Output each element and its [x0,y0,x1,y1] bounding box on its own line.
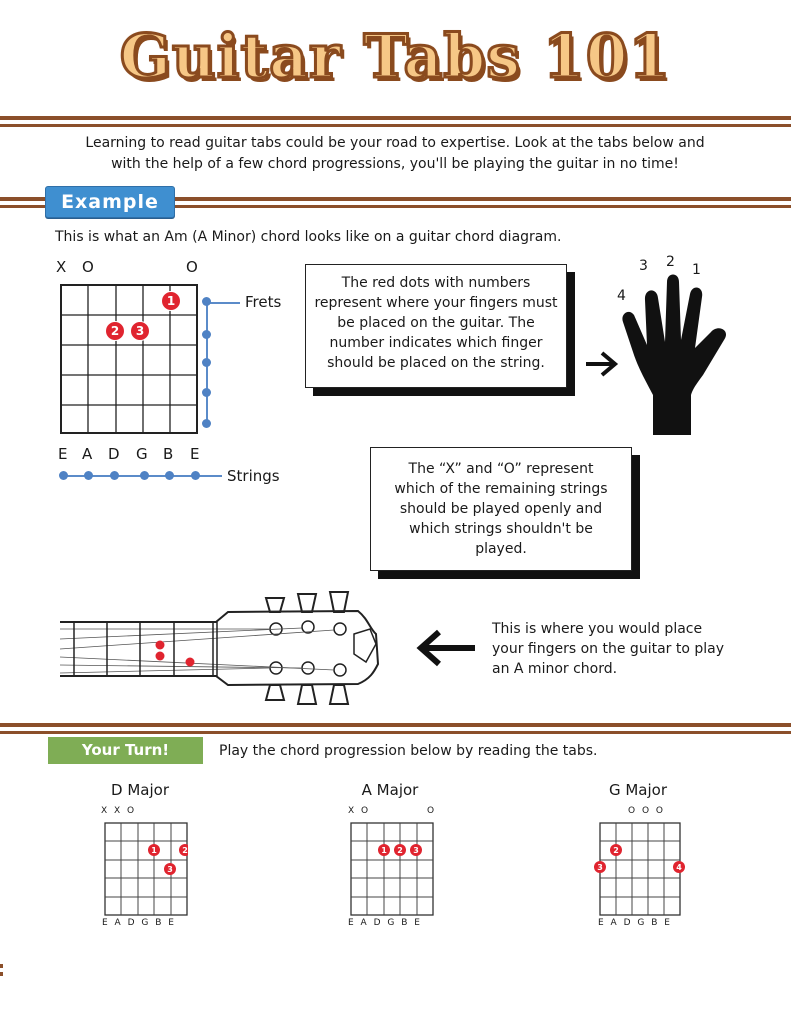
frets-label: Frets [245,293,282,311]
string-markers: X O [348,806,371,816]
callout-red-dots: The red dots with numbers represent where your fingers must be placed on the guitar. The number indicates which finger should be placed on the string. [305,264,567,388]
page-title: Guitar Tabs 101 [119,22,672,92]
your-turn-badge: Your Turn! [48,737,203,764]
divider [0,731,791,734]
string-marker-o: O [82,258,94,276]
svg-text:2: 2 [182,846,188,855]
string-label: D [108,445,120,463]
divider [0,124,791,127]
svg-text:4: 4 [676,863,682,872]
string-names: E A D G B E [598,918,672,928]
svg-text:1: 1 [381,846,387,855]
chord-name: D Major [111,781,169,799]
example-badge: Example [45,186,175,218]
string-dot [59,471,68,480]
string-dot [84,471,93,480]
fret-dot [202,358,211,367]
string-dot [191,471,200,480]
string-label: E [190,445,200,463]
fret-dot [202,330,211,339]
svg-text:2: 2 [397,846,403,855]
string-dot [165,471,174,480]
example-description: This is what an Am (A Minor) chord looks like on a guitar chord diagram. [55,229,562,245]
svg-text:3: 3 [413,846,419,855]
finger-number-4: 4 [617,288,626,304]
chord-grid [104,822,188,916]
frets-guide-line [206,302,240,304]
hand-icon [615,270,735,435]
intro-text: Learning to read guitar tabs could be your road to expertise. Look at the tabs below and with the help of a few chord progressions, you'll be playing the guitar in no time! [85,135,705,172]
string-dot [110,471,119,480]
svg-text:3: 3 [597,863,603,872]
divider [0,723,791,727]
fret-dot [202,419,211,428]
chord-grid [350,822,434,916]
finger-number-3: 3 [639,258,648,274]
string-markers: X X O [101,806,137,816]
edge-mark [0,964,3,968]
string-label: B [163,445,174,463]
guitar-neck-illustration [58,584,398,714]
string-dot [140,471,149,480]
svg-text:1: 1 [151,846,157,855]
fret-dot [202,297,211,306]
neck-caption: This is where you would place your fingers on the guitar to play an A minor chord. [492,621,725,677]
finger-number-2: 2 [666,254,675,270]
chord-name: A Major [361,781,419,799]
finger-dot-2: 2 [105,321,125,341]
string-label: G [136,445,148,463]
fret-dot [202,388,211,397]
edge-mark [0,972,3,976]
your-turn-instruction: Play the chord progression below by reading the tabs. [219,743,598,759]
callout-x-o: The “X” and “O” represent which of the remaining strings should be played openly and which strings shouldn't be played. [370,447,632,571]
arrow-left-icon [415,628,477,668]
finger-number-1: 1 [692,262,701,278]
string-markers: O O O [628,806,665,816]
string-names: E A D G B E [348,918,422,928]
string-label: E [58,445,68,463]
divider [0,116,791,120]
chord-grid [594,822,686,916]
svg-text:2: 2 [613,846,619,855]
string-label: A [82,445,93,463]
string-marker-o: O [186,258,198,276]
string-names: E A D G B E [102,918,176,928]
finger-dot-3: 3 [130,321,150,341]
string-marker-x: X [56,258,67,276]
string-marker-right: O [427,806,437,816]
strings-label: Strings [227,467,280,485]
svg-text:3: 3 [167,865,173,874]
chord-name: G Major [608,781,668,799]
finger-dot-1: 1 [161,291,181,311]
